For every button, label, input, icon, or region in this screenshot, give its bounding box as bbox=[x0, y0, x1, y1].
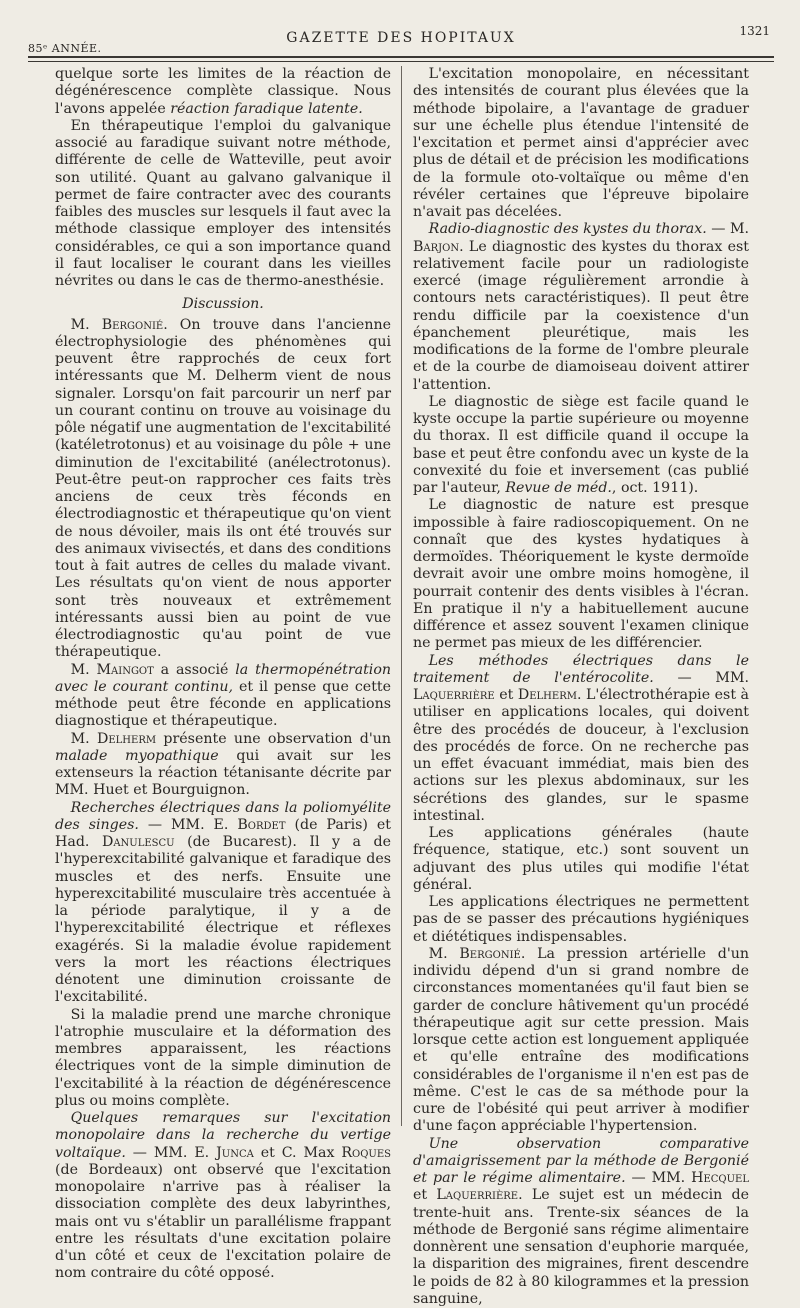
paragraph: Les méthodes électriques dans le traitement de l'entérocolite. — MM. Laquerrière et Delherm. L'électrothérapie est à utiliser en applications locales, qui doivent être des procédés de douceur, à l'exclusion des procédés de force. On ne recherche pas un effet évacuant immédiat, mais bien des actions sur les plexus abdominaux, sur les sécrétions des glandes, sur le spasme intestinal. bbox=[413, 653, 749, 826]
paragraph: En thérapeutique l'emploi du galvanique associé au faradique suivant notre méthode, différente de celle de Watteville, peut avoir son utilité. Quant au galvano galvanique il permet de faire contracter avec des courants faibles des muscles sur lesquels il faut avec la méthode classique employer des intensités considérables, ce qui a son importance quand il faut localiser le courant dans les vieilles névrites ou dans le cas de thermo-anesthésie. bbox=[55, 118, 391, 291]
author-name: Danulescu bbox=[102, 834, 175, 850]
section-heading-discussion: Discussion. bbox=[55, 296, 391, 313]
paragraph: Recherches électriques dans la poliomyélite des singes. — MM. E. Bordet (de Paris) et Had. Danulescu (de Bucarest). Il y a de l'hyperexcitabilité galvanique et faradique des muscles et des nerfs. Ensuite une hyperexcitabilité musculaire très accentuée à la période paralytique, il y a de l'hyperexcitabilité électrique et réflexes exagérés. Si la maladie évolue rapidement vers la mort les réactions électriques dénotent une diminution croissante de l'excitabilité. bbox=[55, 800, 391, 1007]
paragraph: quelque sorte les limites de la réaction de dégénérescence complète classique. Nous l'avons appelée réaction faradique latente. bbox=[55, 66, 391, 118]
paragraph: L'excitation monopolaire, en nécessitant des intensités de courant plus élevées que la méthode bipolaire, a l'avantage de graduer sur une échelle plus étendue l'intensité de l'excitation et permet ainsi d'apprécier avec plus de détail et de précision les modifications de la formule oto-voltaïque ou même d'en révéler certaines que l'épreuve bipolaire n'avait pas décelées. bbox=[413, 66, 749, 221]
paragraph: Une observation comparative d'amaigrissement par la méthode de Bergonié et par le régime alimentaire. — MM. Hecquel et Laquerrière. Le sujet est un médecin de trente-huit ans. Trente-six séances de la méthode de Bergonié sans régime alimentaire donnèrent une sensation d'euphorie marquée, la disparition des migraines, firent descendre le poids de 82 à 80 kilogrammes et la pression sanguine, bbox=[413, 1136, 749, 1308]
paragraph: M. Bergonié. On trouve dans l'ancienne électrophysiologie des phénomènes qui peuvent être rapprochés de ceux fort intéressants que M. Delherm vient de nous signaler. Lorsqu'on fait parcourir un nerf par un courant continu on trouve au voisinage du pôle négatif une augmentation de l'excitabilité (katéletrotonus) et au voisinage du pôle + une diminution de l'excitabilité (anélectrotonus). Peut-être peut-on rapprocher ces faits très anciens de ceux très féconds en électrodiagnostic et thérapeutique qu'on vient de nous dévoiler, mais ils ont été trouvés sur des animaux vivisectés, et dans des conditions tout à fait autres de celles du malade vivant. Les résultats qu'on vient de nous apporter sont très nouveaux et extrêmement intéressants aussi bien au point de vue électrodiagnostic qu'au point de vue thérapeutique. bbox=[55, 317, 391, 662]
author-name: M. Bergonié. bbox=[429, 946, 526, 962]
author-name: Junca bbox=[216, 1145, 254, 1161]
paragraph: M. Delherm présente une observation d'un malade myopathique qui avait sur les extenseurs la réaction tétanisante décrite par MM. Huet et Bourguignon. bbox=[55, 731, 391, 800]
paragraph: Si la maladie prend une marche chronique l'atrophie musculaire et la déformation des membres apparaissent, les réactions électriques vont de la simple diminution de l'excitabilité à la réaction de dégénérescence plus ou moins complète. bbox=[55, 1007, 391, 1111]
author-name: Bordet bbox=[237, 817, 285, 833]
page-number: 1321 bbox=[739, 24, 770, 38]
author-name: Laquerrière. bbox=[436, 1187, 522, 1203]
author-name: Delherm. bbox=[518, 687, 582, 703]
section-title: Radio-diagnostic des kystes du thorax. bbox=[429, 221, 707, 237]
section-title: Recherches électriques dans la poliomyélite des singes. bbox=[55, 800, 391, 833]
right-column bbox=[413, 66, 749, 1126]
column-divider bbox=[401, 66, 402, 1126]
paragraph: Radio-diagnostic des kystes du thorax. — M. Barjon. Le diagnostic des kystes du thorax est relativement facile pour un radiologiste exercé (image régulièrement arrondie à contours nets caractéristiques). Il peut être rendu difficile par la coexistence d'un épanchement pleurétique, mais les modifications de la forme de l'ombre pleurale et de la courbe de diamoiseau doivent attirer l'attention. bbox=[413, 221, 749, 394]
journal-title: GAZETTE DES HOPITAUX bbox=[28, 30, 774, 46]
author-name: Roques bbox=[341, 1145, 391, 1161]
paragraph: Les applications générales (haute fréquence, statique, etc.) sont souvent un adjuvant des plus utiles qui modifie l'état général. bbox=[413, 825, 749, 894]
author-name: M. Maingot bbox=[71, 662, 154, 678]
header-rule-thin bbox=[28, 61, 774, 62]
author-name: M. Delherm bbox=[71, 731, 156, 747]
paragraph: M. Maingot a associé la thermopénétration avec le courant continu, et il pense que cette méthode peut être féconde en applications diagnostique et thérapeutique. bbox=[55, 662, 391, 731]
article-columns bbox=[55, 66, 771, 1126]
section-title: Les méthodes électriques dans le traitement de l'entérocolite. bbox=[413, 653, 749, 686]
author-name: Barjon. bbox=[413, 239, 464, 255]
header-rule-thick bbox=[28, 56, 774, 58]
paragraph: Les applications électriques ne permettent pas de se passer des précautions hygiéniques et diététiques indispensables. bbox=[413, 894, 749, 946]
author-name: M. Bergonié. bbox=[71, 317, 168, 333]
author-name: Laquerrière bbox=[413, 687, 495, 703]
section-title: Quelques remarques sur l'excitation monopolaire dans la recherche du vertige voltaïque. bbox=[55, 1110, 391, 1161]
left-column bbox=[55, 66, 391, 1126]
paragraph: Le diagnostic de siège est facile quand le kyste occupe la partie supérieure ou moyenne du thorax. Il est difficile quand il occupe la base et peut être confondu avec un kyste de la convexité du foie et inversement (cas publié par l'auteur, Revue de méd., oct. 1911). bbox=[413, 394, 749, 498]
page-header bbox=[28, 22, 774, 62]
section-title: Une observation comparative d'amaigrissement par la méthode de Bergonié et par le régime alimentaire. bbox=[413, 1136, 749, 1187]
author-name: Hecquel bbox=[691, 1170, 749, 1186]
issue-label: 85ᵉ ANNÉE. bbox=[28, 42, 102, 55]
paragraph: M. Bergonié. La pression artérielle d'un individu dépend d'un si grand nombre de circonstances momentanées qu'il faut bien se garder de conclure hâtivement qu'un procédé thérapeutique agit sur cette pression. Mais lorsque cette action est longuement appliquée et qu'elle entraîne des modifications considérables de l'organisme il n'en est pas de même. C'est le cas de sa méthode pour la cure de l'obésité qui peut arriver à modifier d'une façon appréciable l'hypertension. bbox=[413, 946, 749, 1136]
paragraph: Quelques remarques sur l'excitation monopolaire dans la recherche du vertige voltaïque. — MM. E. Junca et C. Max Roques (de Bordeaux) ont observé que l'excitation monopolaire n'arrive pas à réaliser la dissociation complète des deux labyrinthes, mais ont vu s'établir un parallélisme frappant entre les résultats d'une excitation polaire d'un côté et ceux de l'excitation polaire de nom contraire du côté opposé. bbox=[55, 1110, 391, 1283]
paragraph: Le diagnostic de nature est presque impossible à faire radioscopiquement. On ne connaît que des kystes hydatiques à dermoïdes. Théoriquement le kyste dermoïde devrait avoir une ombre moins homogène, il pourrait contenir des dents visibles à l'écran. En pratique il n'y a habituellement aucune différence et assez souvent l'examen clinique ne permet pas mieux de les différencier. bbox=[413, 497, 749, 652]
